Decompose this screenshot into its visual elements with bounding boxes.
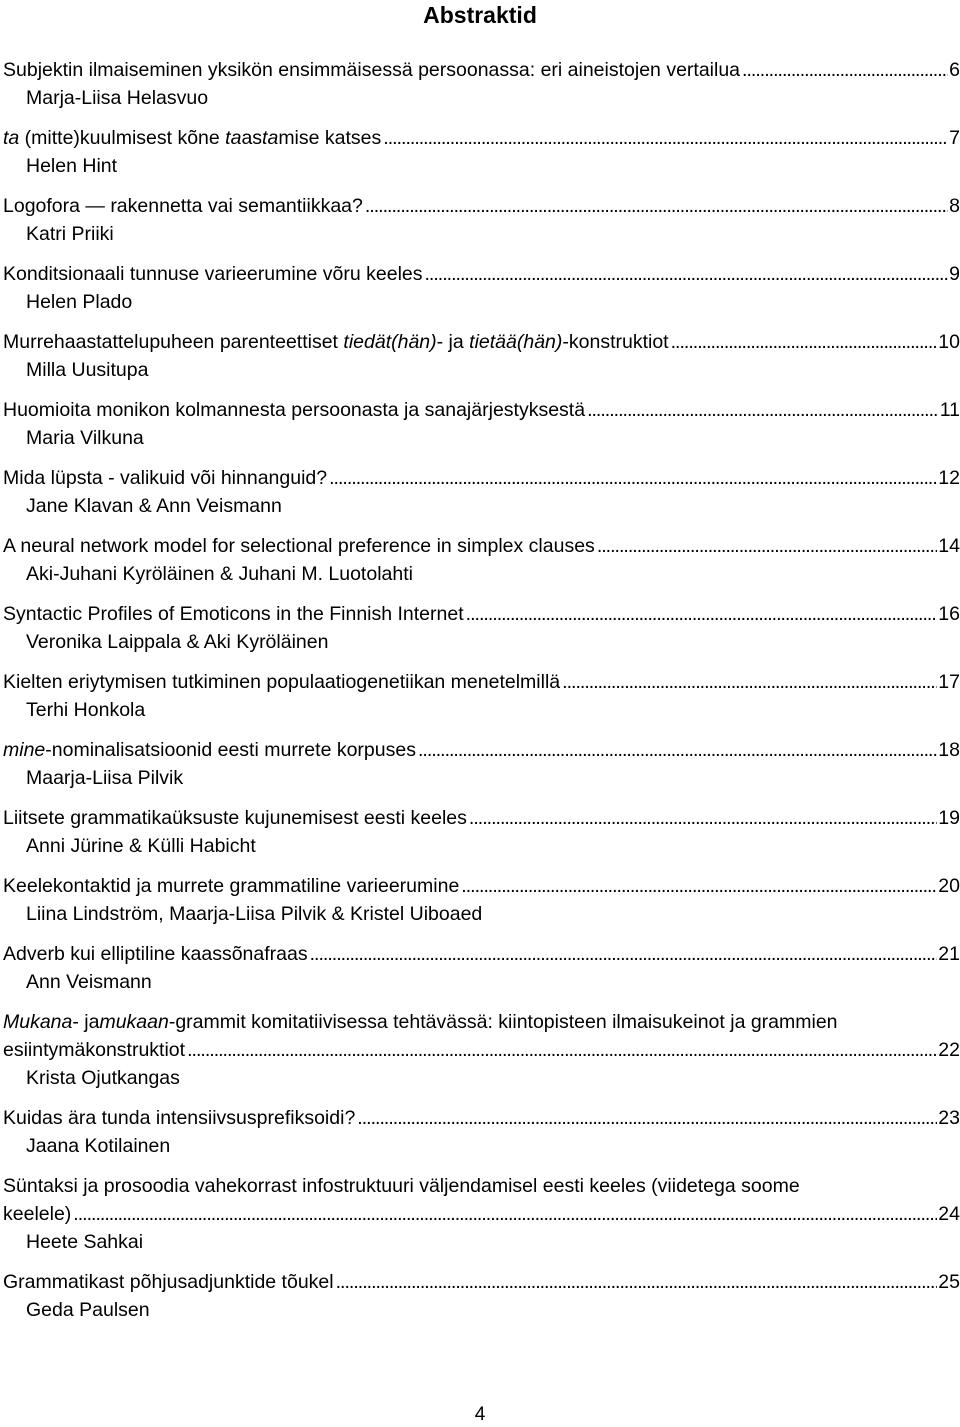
toc-entry-title: Huomioita monikon kolmannesta persoonasta ja sanajärjestyksestä [3, 399, 586, 421]
toc-entry-page: 7 [949, 127, 960, 149]
dot-leader [365, 192, 948, 220]
toc-entry[interactable] [3, 56, 960, 124]
entry-spacer [3, 860, 960, 872]
dot-leader [329, 464, 937, 492]
table-of-contents [3, 56, 960, 1336]
toc-entry-author: Krista Ojutkangas [26, 1067, 180, 1089]
dot-leader [469, 804, 937, 832]
toc-entry-title: Subjektin ilmaiseminen yksikön ensimmäisessä persoonassa: eri aineistojen vertailua [3, 59, 741, 81]
toc-entry-line [3, 804, 960, 832]
toc-entry-line [3, 940, 960, 968]
toc-entry-page: 20 [938, 875, 960, 897]
toc-entry-title: Kuidas ära tunda intensiivsusprefiksoidi? [3, 1107, 356, 1129]
toc-entry-line [3, 396, 960, 424]
toc-entry-author: Liina Lindström, Maarja-Liisa Pilvik & Kristel Uiboaed [26, 903, 483, 925]
toc-entry-title: Mida lüpsta - valikuid või hinnanguid? [3, 467, 328, 489]
toc-entry[interactable] [3, 192, 960, 260]
dot-leader [187, 1036, 937, 1064]
entry-spacer [3, 1160, 960, 1172]
entry-spacer [3, 656, 960, 668]
toc-entry-title: Adverb kui elliptiline kaassõnafraas [3, 943, 308, 965]
toc-entry[interactable] [3, 940, 960, 1008]
toc-entry-author: Helen Hint [26, 155, 118, 177]
dot-leader [336, 1268, 938, 1296]
toc-entry-page: 21 [938, 943, 960, 965]
toc-entry-page: 14 [938, 535, 960, 557]
entry-spacer [3, 316, 960, 328]
entry-spacer [3, 452, 960, 464]
toc-entry[interactable] [3, 396, 960, 464]
toc-entry-author: Jaana Kotilainen [26, 1135, 171, 1157]
toc-entry-page: 6 [949, 59, 960, 81]
toc-entry-line [3, 872, 960, 900]
entry-spacer [3, 724, 960, 736]
entry-spacer [3, 588, 960, 600]
toc-entry-line [3, 600, 960, 628]
toc-entry-title: Murrehaastattelupuheen parenteettiset tiedät(hän)- ja tietää(hän)-konstruktiot [3, 331, 669, 353]
toc-entry-author: Aki-Juhani Kyröläinen & Juhani M. Luotolahti [26, 563, 413, 585]
entry-spacer [3, 112, 960, 124]
entry-spacer [3, 384, 960, 396]
page-number: 4 [474, 1404, 486, 1425]
toc-entry-title: Grammatikast põhjusadjunktide tõukel [3, 1271, 334, 1293]
toc-entry-line [3, 532, 960, 560]
toc-entry-line [3, 1104, 960, 1132]
toc-entry-page: 16 [938, 603, 960, 625]
toc-entry-title: mine-nominalisatsioonid eesti murrete korpuses [3, 739, 416, 761]
toc-entry-author: Helen Plado [26, 291, 133, 313]
toc-entry-author: Ann Veismann [26, 971, 152, 993]
toc-entry-page: 22 [938, 1039, 960, 1061]
toc-entry[interactable] [3, 872, 960, 940]
dot-leader [383, 124, 948, 152]
toc-entry-title: Logofora — rakennetta vai semantiikkaa? [3, 195, 363, 217]
dot-leader [587, 396, 939, 424]
toc-entry[interactable] [3, 260, 960, 328]
toc-entry-line [3, 1200, 960, 1228]
dot-leader [73, 1200, 937, 1228]
dot-leader [671, 328, 938, 356]
toc-entry-title-line1: Süntaksi ja prosoodia vahekorrast infostruktuuri väljendamisel eesti keeles (viidetega soome [3, 1175, 800, 1197]
toc-entry-title: Konditsionaali tunnuse varieerumine võru keeles [3, 263, 423, 285]
entry-spacer [3, 996, 960, 1008]
toc-entry-page: 10 [938, 331, 960, 353]
toc-entry-author: Marja-Liisa Helasvuo [26, 87, 209, 109]
toc-entry-line [3, 1036, 960, 1064]
toc-entry-page: 23 [938, 1107, 960, 1129]
dot-leader [418, 736, 937, 764]
toc-entry-title: Syntactic Profiles of Emoticons in the Finnish Internet [3, 603, 464, 625]
toc-entry[interactable] [3, 1172, 960, 1268]
toc-entry-title: esiintymäkonstruktiot [3, 1039, 186, 1061]
toc-entry[interactable] [3, 804, 960, 872]
toc-entry-page: 8 [949, 195, 960, 217]
toc-entry-page: 17 [938, 671, 960, 693]
toc-entry-line [3, 328, 960, 356]
entry-spacer [3, 1324, 960, 1336]
toc-entry-title: Liitsete grammatikaüksuste kujunemisest eesti keeles [3, 807, 467, 829]
toc-entry-author: Milla Uusitupa [26, 359, 149, 381]
entry-spacer [3, 248, 960, 260]
toc-entry-author: Anni Jürine & Külli Habicht [26, 835, 256, 857]
toc-entry[interactable] [3, 1268, 960, 1336]
dot-leader [466, 600, 938, 628]
toc-entry-title: A neural network model for selectional preference in simplex clauses [3, 535, 595, 557]
toc-entry-title-line1: Mukana - ja mukaan -grammit komitatiivisessa tehtävässä: kiintopisteen ilmaisukeinot ja grammien [3, 1011, 838, 1033]
toc-entry[interactable] [3, 464, 960, 532]
page-title: Abstraktid [423, 2, 537, 28]
toc-entry[interactable] [3, 124, 960, 192]
toc-entry-page: 11 [939, 399, 960, 421]
entry-spacer [3, 1256, 960, 1268]
toc-entry-line [3, 464, 960, 492]
toc-entry-author: Katri Priiki [26, 223, 114, 245]
toc-entry[interactable] [3, 532, 960, 600]
toc-entry-author: Jane Klavan & Ann Veismann [26, 495, 282, 517]
entry-spacer [3, 928, 960, 940]
toc-entry-title: Kielten eriytymisen tutkiminen populaatiogenetiikan menetelmillä [3, 671, 561, 693]
dot-leader [425, 260, 949, 288]
toc-entry-author: Heete Sahkai [26, 1231, 144, 1253]
toc-entry[interactable] [3, 600, 960, 668]
dot-leader [742, 56, 948, 84]
toc-entry-title: ta (mitte)kuulmisest kõne taastamise katses [3, 127, 382, 149]
entry-spacer [3, 1092, 960, 1104]
toc-entry-line [3, 124, 960, 152]
toc-entry-line [3, 260, 960, 288]
toc-entry[interactable] [3, 736, 960, 804]
toc-entry-page: 19 [938, 807, 960, 829]
toc-entry-line [3, 192, 960, 220]
toc-entry-title: keelele) [3, 1203, 72, 1225]
toc-entry[interactable] [3, 668, 960, 736]
dot-leader [597, 532, 937, 560]
toc-entry-author: Veronika Laippala & Aki Kyröläinen [26, 631, 329, 653]
toc-entry[interactable] [3, 1104, 960, 1172]
toc-entry-page: 25 [938, 1271, 960, 1293]
dot-leader [357, 1104, 937, 1132]
toc-entry[interactable] [3, 328, 960, 396]
toc-entry-page: 24 [938, 1203, 960, 1225]
toc-entry-line [3, 736, 960, 764]
toc-entry-page: 18 [938, 739, 960, 761]
dot-leader [562, 668, 937, 696]
entry-spacer [3, 180, 960, 192]
toc-entry-author: Maarja-Liisa Pilvik [26, 767, 184, 789]
dot-leader [461, 872, 937, 900]
toc-entry-line [3, 668, 960, 696]
entry-spacer [3, 792, 960, 804]
toc-entry-author: Maria Vilkuna [26, 427, 144, 449]
toc-entry-line [3, 56, 960, 84]
toc-entry[interactable] [3, 1008, 960, 1104]
entry-spacer [3, 520, 960, 532]
toc-entry-author: Geda Paulsen [26, 1299, 150, 1321]
toc-entry-page: 9 [949, 263, 960, 285]
toc-entry-page: 12 [938, 467, 960, 489]
toc-entry-author: Terhi Honkola [26, 699, 146, 721]
toc-entry-line [3, 1268, 960, 1296]
dot-leader [310, 940, 938, 968]
toc-entry-title: Keelekontaktid ja murrete grammatiline varieerumine [3, 875, 460, 897]
